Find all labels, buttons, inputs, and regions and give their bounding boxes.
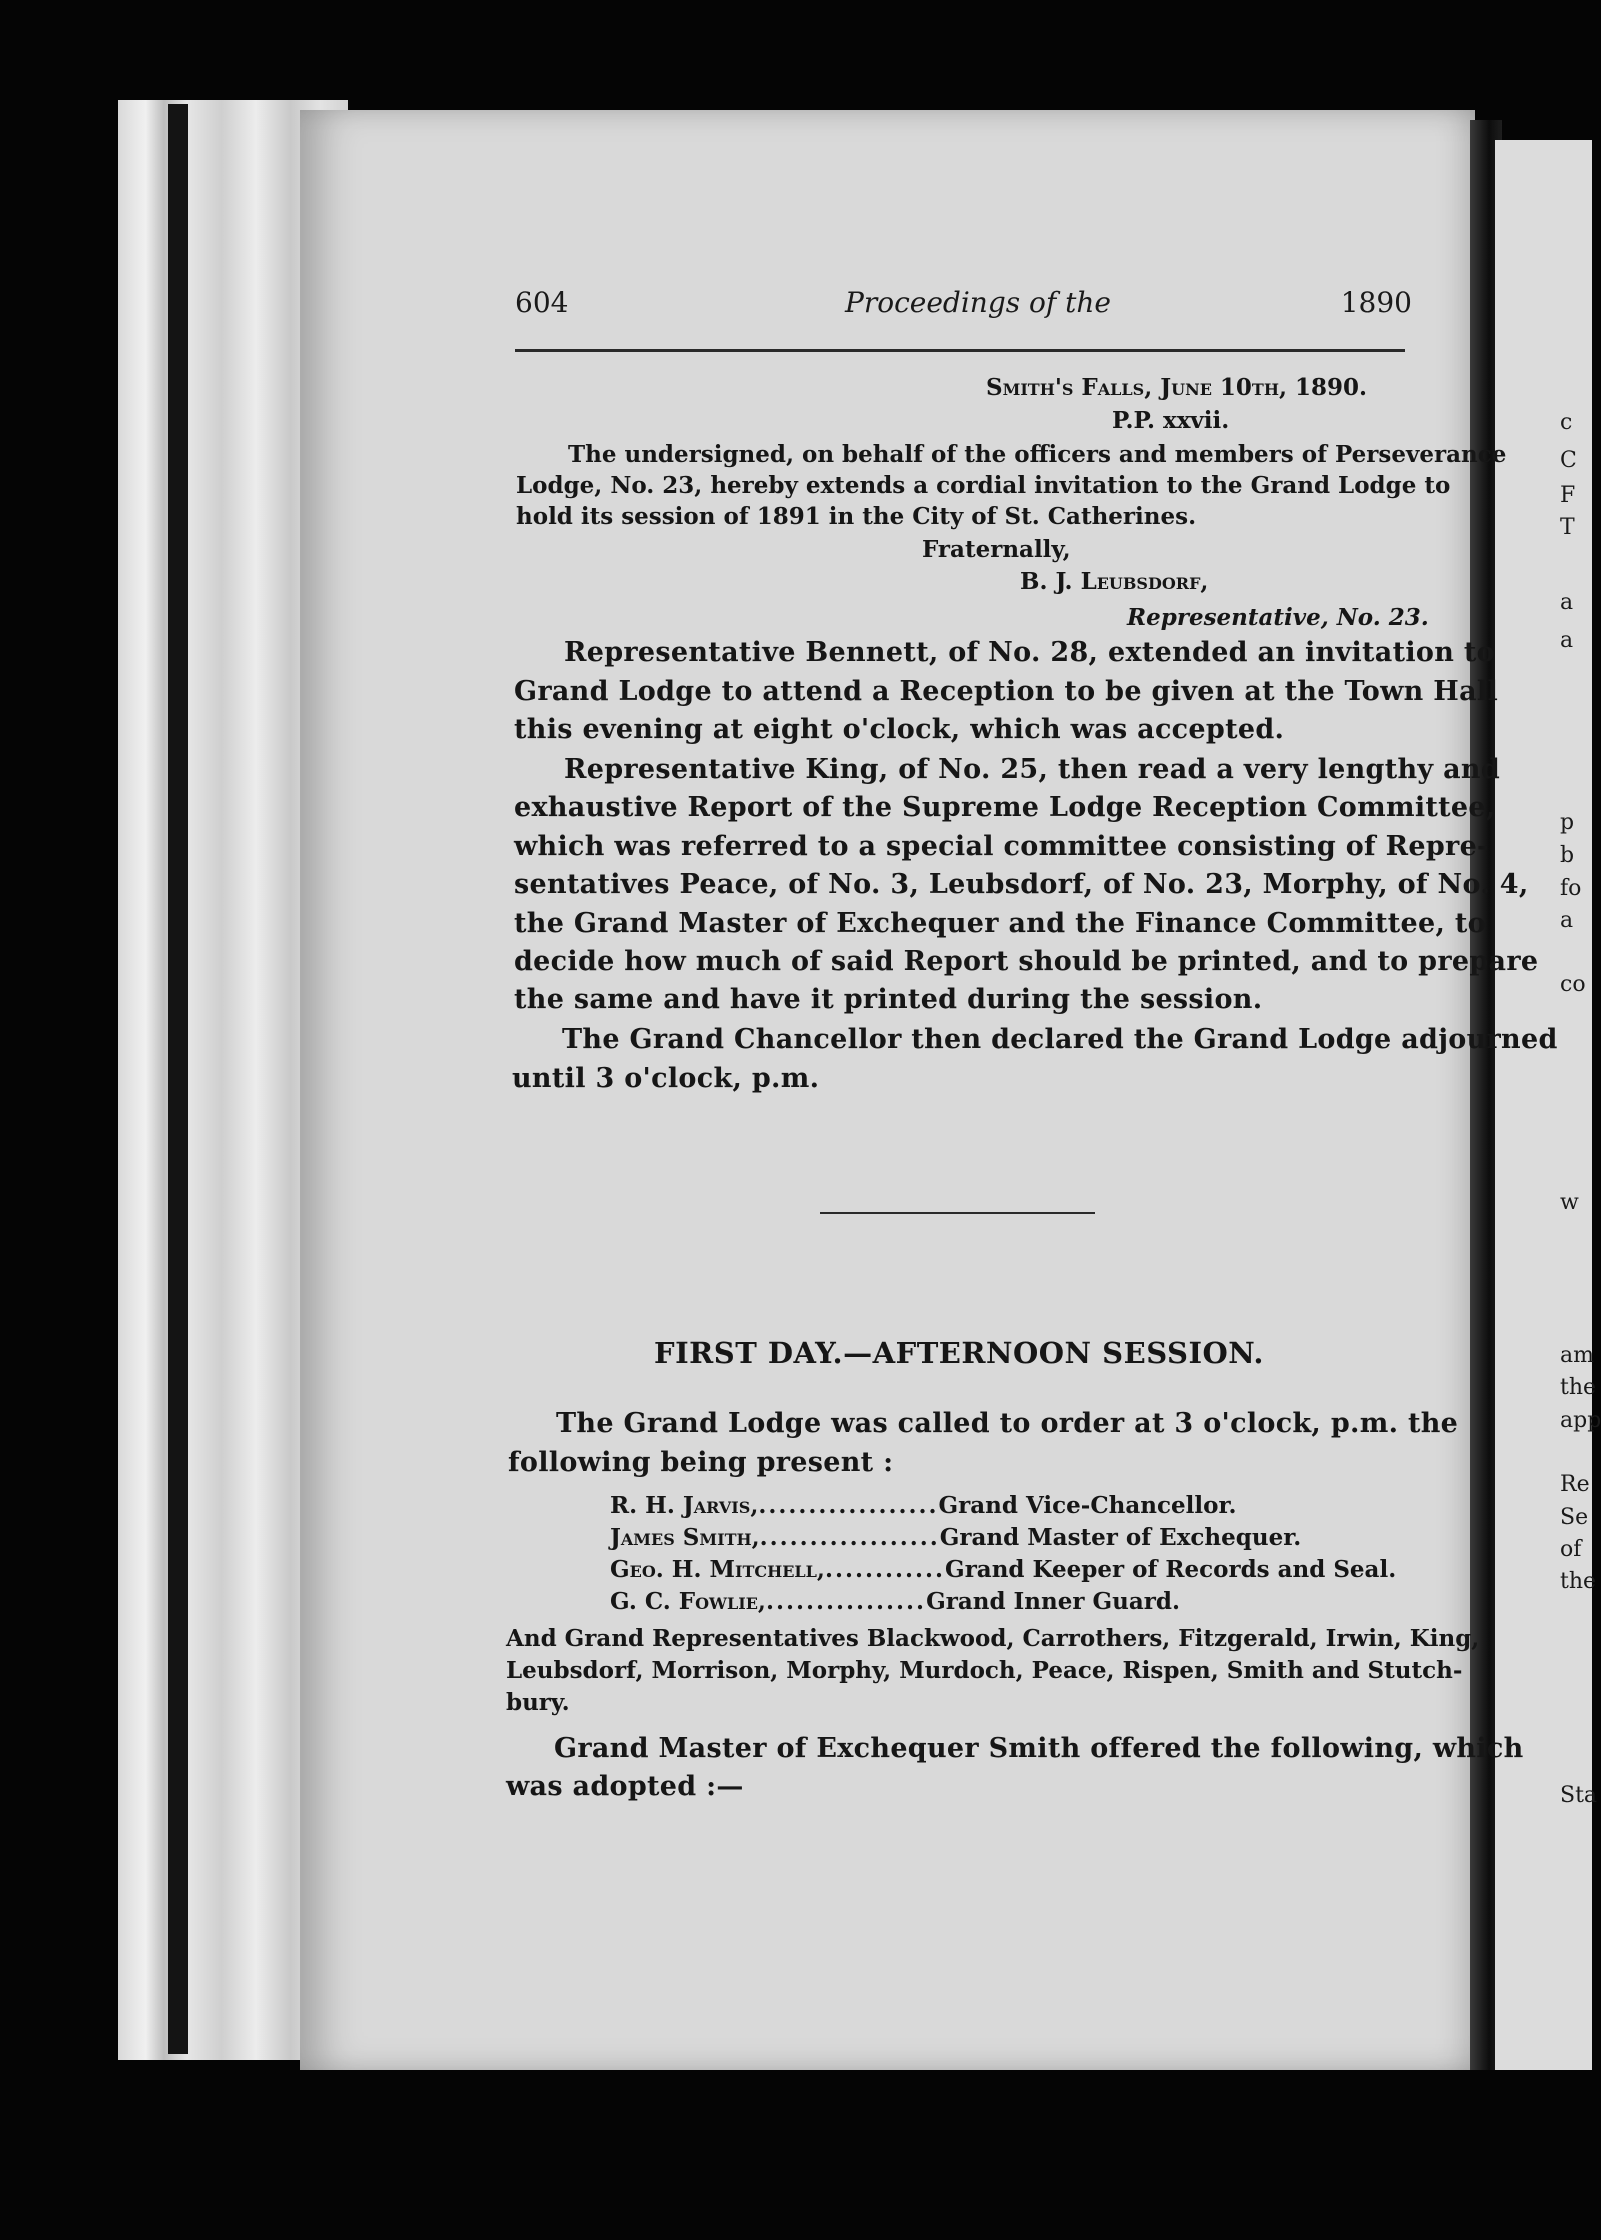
paragraph-line: exhaustive Report of the Supreme Lodge Reception Committee, — [514, 792, 1496, 823]
roster-row — [610, 1556, 1396, 1583]
letter-dateline: Smith's Falls, June 10th, 1890. — [986, 374, 1367, 401]
facing-fragment: a — [1560, 908, 1574, 933]
paragraph-line: Grand Master of Exchequer Smith offered the following, which — [554, 1733, 1524, 1764]
roster-office: Grand Inner Guard. — [926, 1588, 1180, 1615]
header-rule — [515, 349, 1405, 352]
facing-fragment: Re — [1560, 1472, 1590, 1497]
section-separator — [820, 1212, 1095, 1214]
facing-fragment: p — [1560, 810, 1575, 835]
roster-office: Grand Master of Exchequer. — [939, 1524, 1302, 1551]
paragraph-line: which was referred to a special committee consisting of Repre- — [514, 831, 1489, 862]
paragraph-line: was adopted :— — [506, 1771, 744, 1802]
roster-leader: ................ — [765, 1588, 927, 1615]
paragraph-line: following being present : — [508, 1447, 894, 1478]
paragraph-line: Representative Bennett, of No. 28, extended an invitation to — [564, 637, 1495, 668]
roster-name: G. C. Fowlie, — [610, 1588, 766, 1615]
roster-leader: .................. — [759, 1524, 940, 1551]
facing-fragment: Sta — [1560, 1783, 1598, 1808]
facing-fragment: co — [1560, 972, 1586, 997]
running-title: Proceedings of the — [845, 286, 1111, 319]
letter-closing: Fraternally, — [922, 536, 1071, 563]
roster-row — [610, 1588, 1180, 1615]
roster-name: James Smith, — [610, 1524, 760, 1551]
facing-fragment: app — [1560, 1408, 1601, 1433]
facing-fragment: F — [1560, 483, 1576, 508]
paragraph-line: The Grand Lodge was called to order at 3 o'clock, p.m. the — [556, 1408, 1459, 1439]
paragraph-line: until 3 o'clock, p.m. — [512, 1063, 820, 1094]
facing-fragment: c — [1560, 410, 1573, 435]
book-page — [300, 110, 1475, 2070]
facing-fragment: Se — [1560, 1505, 1589, 1530]
paragraph-line: the Grand Master of Exchequer and the Finance Committee, to — [514, 908, 1486, 939]
roster-leader: ............ — [824, 1556, 946, 1583]
page-number: 604 — [515, 286, 569, 319]
roster-name: Geo. H. Mitchell, — [610, 1556, 825, 1583]
paragraph-line: bury. — [506, 1689, 570, 1716]
roster-name: R. H. Jarvis, — [610, 1492, 759, 1519]
running-head — [515, 286, 1412, 326]
facing-fragment: the — [1560, 1375, 1597, 1400]
facing-fragment: C — [1560, 448, 1577, 473]
paragraph-line: decide how much of said Report should be printed, and to prepare — [514, 946, 1539, 977]
roster-leader: .................. — [758, 1492, 939, 1519]
paragraph-line: Leubsdorf, Morrison, Morphy, Murdoch, Peace, Rispen, Smith and Stutch- — [506, 1657, 1463, 1684]
letter-line: hold its session of 1891 in the City of St. Catherines. — [516, 503, 1197, 530]
facing-fragment: a — [1560, 628, 1574, 653]
paragraph-line: And Grand Representatives Blackwood, Carrothers, Fitzgerald, Irwin, King, — [506, 1625, 1480, 1652]
letter-signature-title: Representative, No. 23. — [1127, 604, 1429, 631]
facing-fragment: T — [1560, 515, 1575, 540]
paragraph-line: The Grand Chancellor then declared the Grand Lodge adjourned — [562, 1024, 1558, 1055]
facing-fragment: of — [1560, 1537, 1582, 1562]
roster-office: Grand Vice-Chancellor. — [938, 1492, 1237, 1519]
session-heading: FIRST DAY.—AFTERNOON SESSION. — [654, 1336, 1265, 1370]
paragraph-line: the same and have it printed during the session. — [514, 984, 1263, 1015]
letter-signature: B. J. Leubsdorf, — [1020, 568, 1209, 595]
letter-line: The undersigned, on behalf of the officers and members of Perseverance — [568, 441, 1507, 468]
paragraph-line: Grand Lodge to attend a Reception to be given at the Town Hall — [514, 676, 1499, 707]
roster-row — [610, 1492, 1236, 1519]
letter-pp: P.P. xxvii. — [1112, 407, 1230, 434]
facing-fragment: the — [1560, 1569, 1597, 1594]
running-year: 1890 — [1340, 286, 1412, 319]
paragraph-line: this evening at eight o'clock, which was accepted. — [514, 714, 1285, 745]
facing-fragment: fo — [1560, 876, 1582, 901]
roster-office: Grand Keeper of Records and Seal. — [945, 1556, 1397, 1583]
paragraph-line: Representative King, of No. 25, then read a very lengthy and — [564, 754, 1501, 785]
book-cover-edge — [168, 104, 188, 2054]
facing-fragment: am — [1560, 1343, 1594, 1368]
facing-fragment: w — [1560, 1190, 1579, 1215]
roster-row — [610, 1524, 1301, 1551]
paragraph-line: sentatives Peace, of No. 3, Leubsdorf, of No. 23, Morphy, of No. 4, — [514, 869, 1529, 900]
facing-fragment: b — [1560, 843, 1575, 868]
letter-line: Lodge, No. 23, hereby extends a cordial invitation to the Grand Lodge to — [516, 472, 1451, 499]
facing-fragment: a — [1560, 590, 1574, 615]
